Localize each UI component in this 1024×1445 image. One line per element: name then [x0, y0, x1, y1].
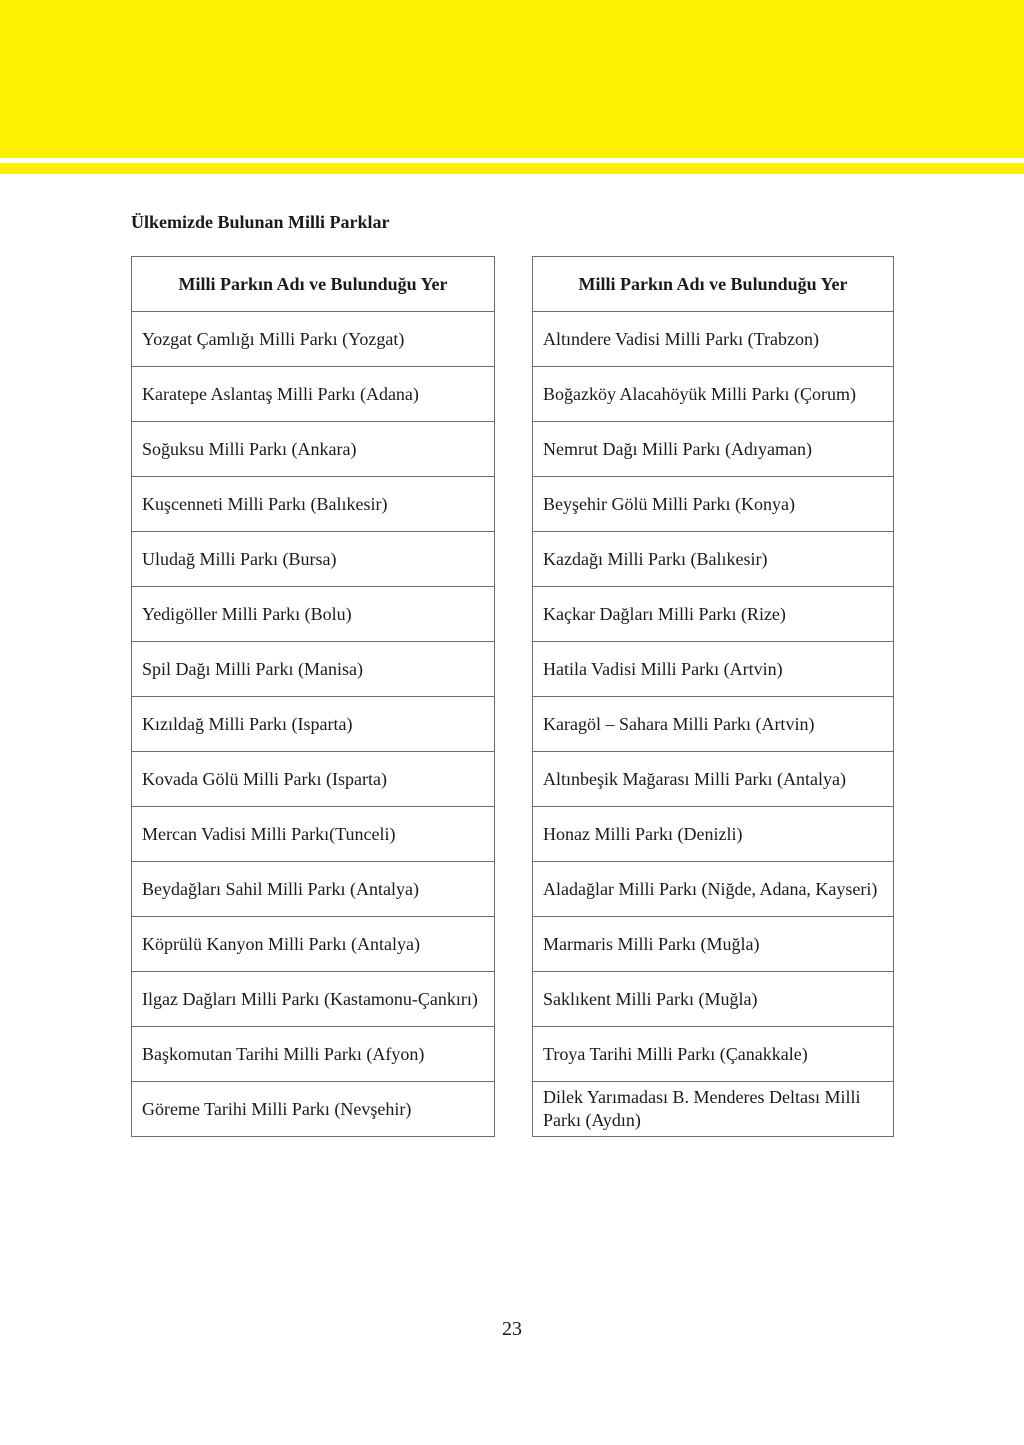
park-name-cell: Karatepe Aslantaş Milli Parkı (Adana): [132, 367, 495, 422]
table-row: [132, 752, 495, 807]
table-row: [533, 367, 894, 422]
table-header-row: [132, 257, 495, 312]
table-row: [533, 422, 894, 477]
table-row: [132, 807, 495, 862]
table-row: [132, 862, 495, 917]
table-row: [533, 917, 894, 972]
park-name-cell: Spil Dağı Milli Parkı (Manisa): [132, 642, 495, 697]
table-header-row: [533, 257, 894, 312]
table-row: [533, 1082, 894, 1137]
park-name-cell: Boğazköy Alacahöyük Milli Parkı (Çorum): [533, 367, 894, 422]
table-row: [132, 642, 495, 697]
table-row: [132, 972, 495, 1027]
park-name-cell: Altınbeşik Mağarası Milli Parkı (Antalya): [533, 752, 894, 807]
park-name-cell: Beydağları Sahil Milli Parkı (Antalya): [132, 862, 495, 917]
park-name-cell: Dilek Yarımadası B. Menderes Deltası Milli Parkı (Aydın): [533, 1082, 894, 1137]
park-name-cell: Beyşehir Gölü Milli Parkı (Konya): [533, 477, 894, 532]
park-name-cell: Yozgat Çamlığı Milli Parkı (Yozgat): [132, 312, 495, 367]
table-row: [132, 312, 495, 367]
park-name-cell: Saklıkent Milli Parkı (Muğla): [533, 972, 894, 1027]
table-row: [533, 587, 894, 642]
table-row: [132, 917, 495, 972]
section-title: Ülkemizde Bulunan Milli Parklar: [131, 212, 390, 232]
table-row: [132, 1082, 495, 1137]
park-name-cell: Köprülü Kanyon Milli Parkı (Antalya): [132, 917, 495, 972]
table-row: [533, 532, 894, 587]
table-row: [533, 642, 894, 697]
table-row: [132, 1027, 495, 1082]
park-name-cell: Ilgaz Dağları Milli Parkı (Kastamonu-Çankırı): [132, 972, 495, 1027]
header-yellow-band: [0, 0, 1024, 158]
park-name-cell: Altındere Vadisi Milli Parkı (Trabzon): [533, 312, 894, 367]
park-name-cell: Honaz Milli Parkı (Denizli): [533, 807, 894, 862]
park-name-cell: Hatila Vadisi Milli Parkı (Artvin): [533, 642, 894, 697]
table-row: [533, 807, 894, 862]
park-name-cell: Karagöl – Sahara Milli Parkı (Artvin): [533, 697, 894, 752]
column-header: Milli Parkın Adı ve Bulunduğu Yer: [533, 257, 894, 312]
table-row: [132, 422, 495, 477]
table-row: [132, 367, 495, 422]
table-row: [132, 532, 495, 587]
park-name-cell: Aladağlar Milli Parkı (Niğde, Adana, Kayseri): [533, 862, 894, 917]
park-name-cell: Soğuksu Milli Parkı (Ankara): [132, 422, 495, 477]
park-name-cell: Marmaris Milli Parkı (Muğla): [533, 917, 894, 972]
park-name-cell: Troya Tarihi Milli Parkı (Çanakkale): [533, 1027, 894, 1082]
park-name-cell: Göreme Tarihi Milli Parkı (Nevşehir): [132, 1082, 495, 1137]
table-row: [132, 587, 495, 642]
page-number: 23: [502, 1318, 522, 1340]
parks-table-left: [131, 256, 495, 1137]
table-row: [533, 752, 894, 807]
park-name-cell: Kuşcenneti Milli Parkı (Balıkesir): [132, 477, 495, 532]
park-name-cell: Kazdağı Milli Parkı (Balıkesir): [533, 532, 894, 587]
park-name-cell: Mercan Vadisi Milli Parkı(Tunceli): [132, 807, 495, 862]
park-name-cell: Nemrut Dağı Milli Parkı (Adıyaman): [533, 422, 894, 477]
column-header: Milli Parkın Adı ve Bulunduğu Yer: [132, 257, 495, 312]
park-name-cell: Yedigöller Milli Parkı (Bolu): [132, 587, 495, 642]
park-name-cell: Kaçkar Dağları Milli Parkı (Rize): [533, 587, 894, 642]
parks-table-right-body: [533, 312, 894, 1137]
park-name-cell: Başkomutan Tarihi Milli Parkı (Afyon): [132, 1027, 495, 1082]
parks-table-right: [532, 256, 894, 1137]
table-row: [533, 1027, 894, 1082]
park-name-cell: Kızıldağ Milli Parkı (Isparta): [132, 697, 495, 752]
header-yellow-strip: [0, 163, 1024, 174]
table-row: [132, 477, 495, 532]
table-row: [132, 697, 495, 752]
parks-table-left-body: [132, 312, 495, 1137]
table-row: [533, 697, 894, 752]
table-row: [533, 312, 894, 367]
park-name-cell: Uludağ Milli Parkı (Bursa): [132, 532, 495, 587]
table-row: [533, 477, 894, 532]
park-name-cell: Kovada Gölü Milli Parkı (Isparta): [132, 752, 495, 807]
table-row: [533, 972, 894, 1027]
table-row: [533, 862, 894, 917]
